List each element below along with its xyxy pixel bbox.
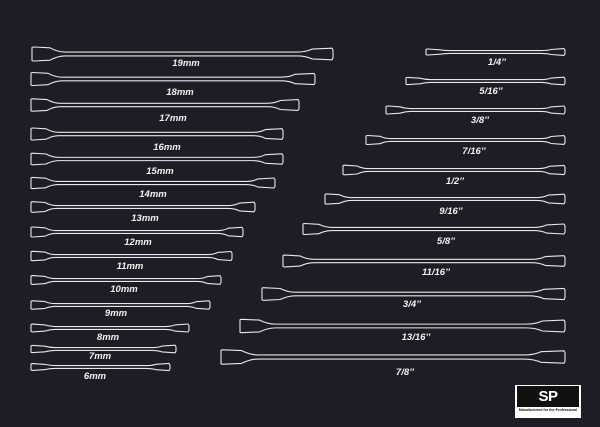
metric-wrench-outline-6mm: [31, 363, 170, 370]
imperial-wrench-outline-5-8: [303, 224, 565, 235]
metric-wrench-outline-15mm: [31, 153, 283, 165]
metric-size-label-14mm: 14mm: [139, 189, 167, 200]
metric-wrench-group: [31, 47, 333, 382]
imperial-size-label-7-8: 7/8’’: [395, 367, 415, 378]
metric-size-label-17mm: 17mm: [159, 113, 187, 124]
imperial-wrench-outline-7-8: [221, 350, 565, 364]
metric-wrench-outline-14mm: [31, 177, 275, 188]
imperial-size-label-7-16: 7/16’’: [462, 146, 486, 157]
imperial-size-label-13-16: 13/16’’: [401, 332, 431, 343]
metric-size-label-15mm: 15mm: [146, 166, 174, 177]
metric-wrench-outline-16mm: [31, 128, 283, 140]
metric-wrench-outline-11mm: [31, 251, 232, 260]
metric-wrench-outline-17mm: [31, 99, 299, 111]
logo-mark: SP: [517, 386, 579, 407]
metric-size-label-16mm: 16mm: [153, 142, 181, 153]
imperial-size-label-3-4: 3/4’’: [402, 299, 422, 310]
imperial-wrench-outline-1-2: [343, 165, 565, 175]
imperial-size-label-5-16: 5/16’’: [479, 86, 503, 97]
metric-size-label-19mm: 19mm: [172, 58, 200, 69]
metric-wrench-outline-12mm: [31, 227, 243, 237]
metric-size-label-9mm: 9mm: [104, 308, 128, 319]
metric-wrench-outline-18mm: [31, 73, 315, 86]
metric-size-label-6mm: 6mm: [83, 371, 107, 382]
metric-size-label-12mm: 12mm: [124, 237, 152, 248]
imperial-size-label-9-16: 9/16’’: [439, 206, 463, 217]
imperial-wrench-group: [221, 49, 565, 378]
imperial-wrench-outline-9-16: [325, 194, 565, 204]
imperial-wrench-outline-11-16: [283, 255, 565, 267]
imperial-size-label-1-2: 1/2’’: [445, 176, 465, 187]
metric-size-label-10mm: 10mm: [110, 284, 138, 295]
metric-size-label-13mm: 13mm: [131, 213, 159, 224]
imperial-size-label-1-4: 1/4’’: [487, 57, 507, 68]
imperial-size-label-11-16: 11/16’’: [422, 267, 450, 278]
imperial-wrench-outline-1-4: [426, 49, 565, 56]
metric-size-label-11mm: 11mm: [116, 261, 144, 272]
metric-size-label-8mm: 8mm: [96, 332, 120, 343]
imperial-wrench-outline-3-8: [386, 106, 565, 114]
imperial-wrench-outline-5-16: [406, 77, 565, 85]
imperial-wrench-outline-13-16: [240, 319, 565, 332]
metric-size-label-7mm: 7mm: [88, 351, 112, 362]
imperial-size-label-5-8: 5/8’’: [436, 236, 456, 247]
metric-wrench-outline-13mm: [31, 202, 255, 213]
logo-tagline: Manufactured for the Professional: [518, 408, 578, 412]
imperial-wrench-outline-7-16: [366, 136, 565, 145]
imperial-size-label-3-8: 3/8’’: [470, 115, 490, 126]
sp-logo: [515, 385, 581, 418]
metric-size-label-18mm: 18mm: [166, 87, 194, 98]
metric-wrench-outline-8mm: [31, 324, 189, 332]
